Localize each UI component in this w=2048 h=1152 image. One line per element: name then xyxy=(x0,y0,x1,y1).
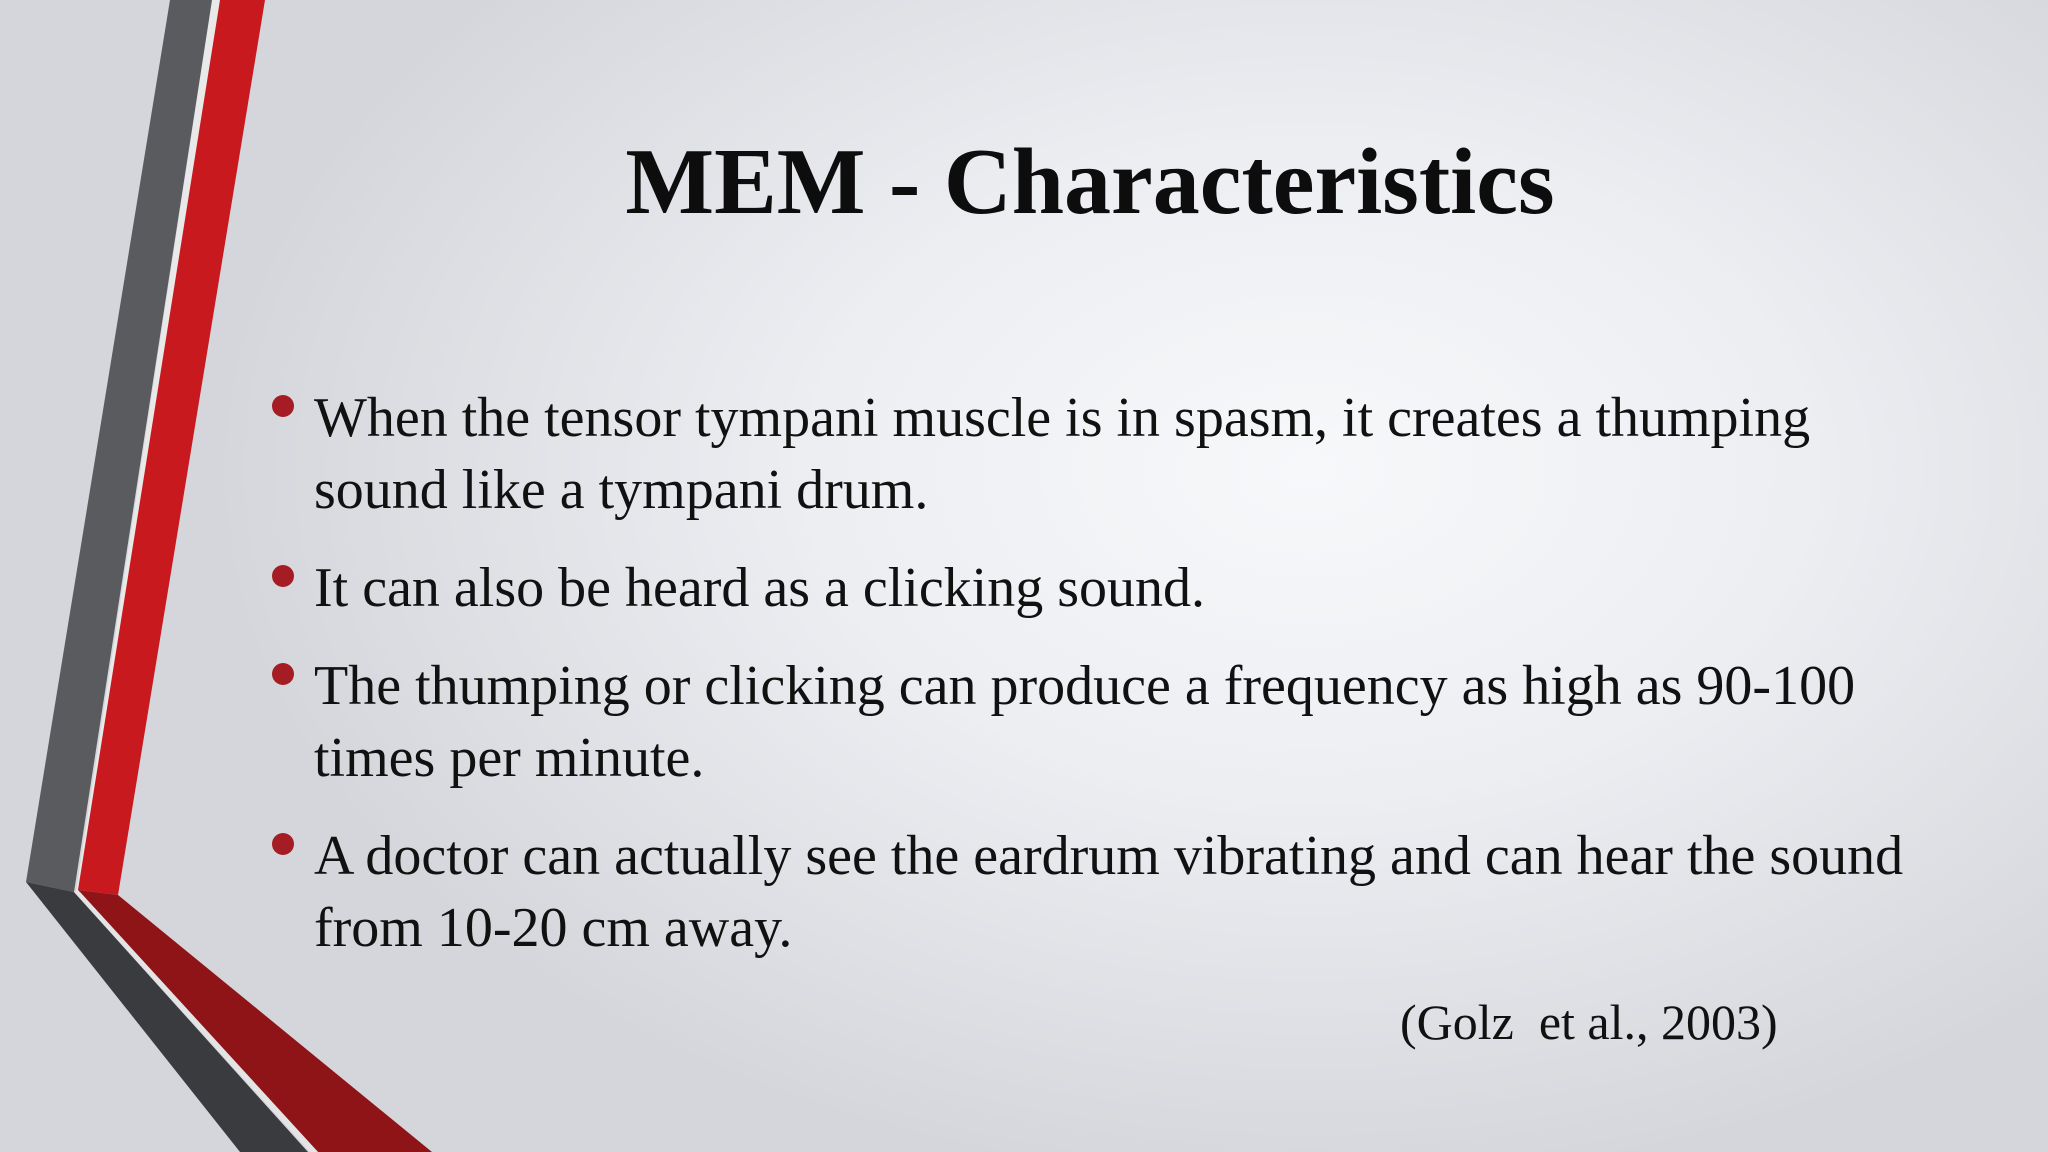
bullet-item xyxy=(264,820,1924,964)
citation: (Golz et al., 2003) xyxy=(1400,994,1778,1050)
bullet-text: A doctor can actually see the eardrum vibrating and can hear the sound from 10-20 cm away. xyxy=(314,825,1904,959)
slide-title: MEM - Characteristics xyxy=(625,130,1555,234)
bullet-dot-icon xyxy=(272,395,294,417)
bullet-text: It can also be heard as a clicking sound. xyxy=(314,557,1206,619)
bullet-item xyxy=(264,552,1924,624)
bullet-dot-icon xyxy=(272,663,294,685)
bullet-item xyxy=(264,650,1924,794)
bullet-list xyxy=(264,382,1924,990)
bullet-dot-icon xyxy=(272,565,294,587)
bullet-dot-icon xyxy=(272,833,294,855)
bullet-text: When the tensor tympani muscle is in spasm, it creates a thumping sound like a tympani drum. xyxy=(314,387,1811,521)
bullet-text: The thumping or clicking can produce a frequency as high as 90-100 times per minute. xyxy=(314,655,1856,789)
bullet-item xyxy=(264,382,1924,526)
